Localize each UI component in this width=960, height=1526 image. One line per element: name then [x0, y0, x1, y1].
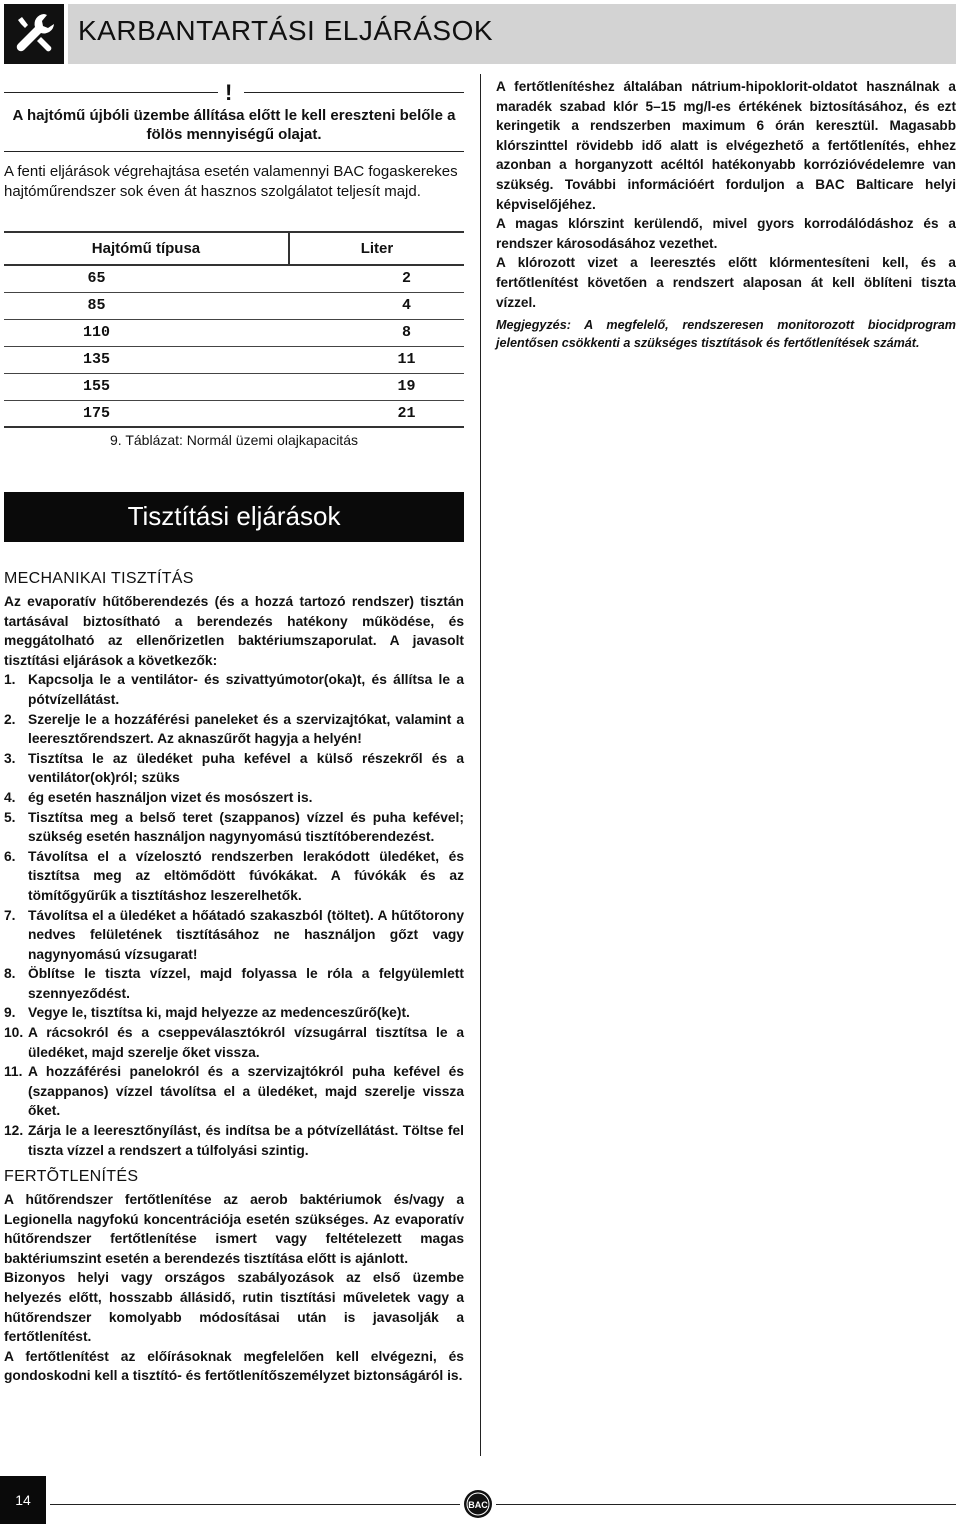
cell-liter: 4 [289, 292, 464, 319]
step-number: 8. [4, 966, 16, 982]
step-number: 4. [4, 789, 16, 805]
cell-liter: 8 [289, 319, 464, 346]
step-number: 11. [4, 1064, 23, 1080]
list-item [4, 1062, 464, 1121]
step-number: 5. [4, 809, 16, 825]
step-text: Vegye le, tisztítsa ki, majd helyezze az medenceszűrő(ke)t. [28, 1005, 410, 1021]
step-number: 9. [4, 1005, 16, 1021]
step-number: 12. [4, 1123, 24, 1139]
page-title: KARBANTARTÁSI ELJÁRÁSOK [78, 15, 494, 46]
step-text: Távolítsa el a üledéket a hőátadó szakaszból (töltet). A hűtőtorony nedves felületének tisztításához ne használjon gőzt vagy nagynyomású vízsugarat! [28, 907, 464, 962]
table-row [4, 373, 464, 400]
disinfection-text: Bizonyos helyi vagy országos szabályozások az első üzembe helyezés előtt, hosszabb állásidő, rutin tisztítási műveletek vagy a hűtőrendszer komolyabb módosításai után is javasolják a fertőtlenítést. [4, 1270, 464, 1345]
table-row [4, 346, 464, 373]
list-item [4, 749, 464, 788]
bac-logo [463, 1489, 493, 1519]
list-item [4, 906, 464, 965]
cell-type: 110 [4, 319, 289, 346]
svg-text:BAC: BAC [468, 1500, 488, 1510]
list-item [4, 1121, 464, 1160]
cleaning-steps-list [4, 670, 464, 1160]
list-item [4, 1023, 464, 1062]
cell-liter: 19 [289, 373, 464, 400]
table-row [4, 400, 464, 427]
step-text: A rácsokról és a cseppeválasztókról vízsugárral tisztítsa le a üledéket, majd szerelje őket vissza. [28, 1025, 464, 1060]
table-caption: 9. Táblázat: Normál üzemi olajkapacitás [110, 432, 358, 448]
footer-rule-left [50, 1504, 460, 1505]
cell-type: 135 [4, 346, 289, 373]
list-item [4, 847, 464, 906]
list-item [4, 788, 464, 808]
table-row [4, 265, 464, 292]
cell-liter: 2 [289, 265, 464, 292]
table-row [4, 319, 464, 346]
list-item [4, 670, 464, 709]
step-number: 7. [4, 907, 16, 923]
header-icon-box [4, 4, 64, 64]
page-number: 14 [0, 1476, 46, 1524]
step-number: 6. [4, 848, 16, 864]
step-number: 10. [4, 1025, 24, 1041]
step-text: Szerelje le a hozzáférési paneleket és a szervizajtókat, valamint a leeresztőrendszert. Az aknaszűrőt hagyja a helyén! [28, 711, 464, 747]
table-header-type: Hajtómű típusa [4, 232, 289, 265]
footer-rule-right [496, 1504, 956, 1505]
cell-type: 155 [4, 373, 289, 400]
column-divider [480, 74, 481, 1456]
warning-rule-right [244, 92, 464, 93]
step-text: Kapcsolja le a ventilátor- és szivattyúmotor(oka)t, és állítsa le a pótvízellátást. [28, 672, 464, 707]
list-item [4, 964, 464, 1003]
section-banner-title: Tisztítási eljárások [127, 501, 341, 531]
mechanical-cleaning-section [4, 592, 464, 1160]
disinfection-paragraph: A magas klórszint kerülendő, mivel gyors korrodálódáshoz és a rendszer károsodásához vezethet. [496, 216, 956, 251]
mechanical-cleaning-intro: Az evaporatív hűtőberendezés (és a hozzá tartozó rendszer) tisztán tartásával biztosítható a berendezés hatékony működése, és meggátolható az ellenőrizetlen baktériumszaporulat. A javasolt tisztítási eljárások a következők: [4, 594, 464, 668]
header-bar [68, 4, 956, 64]
intro-text: A fenti eljárások végrehajtása esetén valamennyi BAC fogaskerekes hajtóműrendszer sok éven át hasznos szolgálatot teljesít majd. [4, 163, 458, 200]
mechanical-cleaning-heading: MECHANIKAI TISZTÍTÁS [4, 570, 194, 587]
list-item [4, 710, 464, 749]
disinfection-section [4, 1190, 464, 1386]
step-text: Zárja le a leeresztőnyílást, és indítsa be a pótvízellátást. Töltse fel tiszta vízzel a rendszert a túlfolyási szintig. [28, 1123, 464, 1158]
step-number: 3. [4, 750, 16, 766]
cell-type: 175 [4, 400, 289, 427]
list-item [4, 808, 464, 847]
warning-rule-left [4, 92, 218, 93]
wrench-icon [4, 4, 64, 64]
step-number: 1. [4, 672, 16, 688]
disinfection-text: A fertőtlenítést az előírásoknak megfelelően kell elvégezni, és gondoskodni kell a tisztító- és fertőtlenítőszemélyzet biztonságáról is. [4, 1348, 464, 1384]
warning-text: A hajtómű újbóli üzembe állítása előtt le kell ereszteni belőle a fölös mennyiségű olajat. [12, 107, 456, 143]
table-header-liter: Liter [289, 232, 464, 265]
disinfection-details [496, 77, 956, 352]
step-text: A hozzáférési panelokról és a szervizajtókról puha kefével és (szappanos) vízzel távolítsa el a üledéket, majd szerelje vissza őket. [28, 1064, 464, 1119]
step-number: 2. [4, 711, 16, 727]
cell-liter: 11 [289, 346, 464, 373]
list-item [4, 1003, 464, 1023]
oil-capacity-table [4, 231, 464, 428]
disinfection-paragraph: A klórozott vizet a leeresztés előtt klórmentesíteni kell, és a fertőtlenítést követően a rendszert alaposan át kell öblíteni tiszta vízzel. [496, 255, 956, 310]
section-banner [4, 492, 464, 542]
cell-type: 85 [4, 292, 289, 319]
table-row [4, 292, 464, 319]
warning-rule-bottom [4, 151, 464, 152]
step-text: Öblítse le tiszta vízzel, majd folyassa le róla a felgyülemlett szennyeződést. [28, 966, 464, 1001]
disinfection-text: A hűtőrendszer fertőtlenítése az aerob baktériumok és/vagy a Legionella nagyfokú koncentrációja esetén szükséges. Az evaporatív hűtőrendszer fertőtlenítése ismert vagy feltételezett magas baktériumszint esetén a berendezés tisztítása előtt is ajánlott. [4, 1192, 464, 1266]
step-text: Tisztítsa le az üledéket puha kefével a külső részekről és a ventilátor(ok)ról; szüks [28, 750, 464, 786]
disinfection-paragraph: A fertőtlenítéshez általában nátrium-hipoklorit-oldatot használnak a maradék szabad klór 5–15 mg/l-es értékének biztosításához, és ezt keringetik a rendszerben maximum 6 órán keresztül. Magasabb klórszinttel rövidebb idő alatt is elvégezhető a fertőtlenítés, ehhez azonban a horganyzott acéltól hatékonyabb korrózióvédelemre van szükség. További információért forduljon a BAC Balticare helyi képviselőjéhez. [496, 79, 956, 212]
step-text: Tisztítsa meg a belső teret (szappanos) vízzel és puha kefével; szükség esetén használjon nagynyomású tisztítóberendezést. [28, 809, 464, 845]
cell-type: 65 [4, 265, 289, 292]
step-text: ég esetén használjon vizet és mosószert is. [28, 789, 313, 805]
cell-liter: 21 [289, 400, 464, 427]
step-text: Távolítsa el a vízelosztó rendszerben lerakódott üledéket, és tisztítsa meg az eltömődött fúvókákat. A fúvókák és az tömítőgyűrűk a tisztításhoz leszerelhetők. [28, 848, 464, 903]
disinfection-heading: FERTÕTLENÍTÉS [4, 1168, 139, 1185]
warning-mark: ! [225, 80, 233, 105]
disinfection-note: Megjegyzés: A megfelelő, rendszeresen monitorozott biocidprogram jelentősen csökkenti a szükséges tisztítások és fertőtlenítések számát. [496, 318, 956, 351]
